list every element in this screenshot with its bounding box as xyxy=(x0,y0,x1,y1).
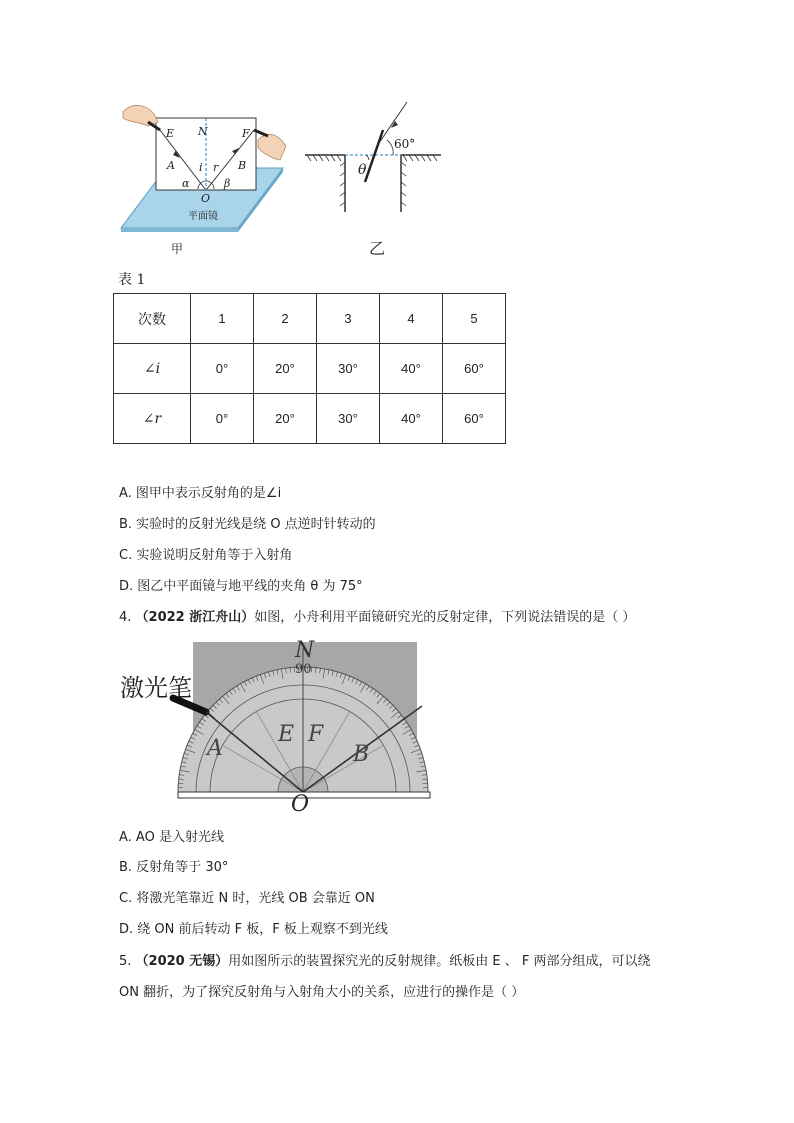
fig1-label-N: N xyxy=(198,125,208,138)
protractor-label-B: B xyxy=(353,742,370,767)
protractor-figure xyxy=(118,640,438,820)
table-cell: 20° xyxy=(254,394,317,444)
q3-option-c: C. 实验说明反射角等于入射角 xyxy=(119,548,293,563)
fig1-label-B: B xyxy=(238,159,247,172)
q3-option-a: A. 图甲中表示反射角的是∠i xyxy=(119,486,282,501)
protractor-label-N: N xyxy=(295,638,315,663)
protractor-scale-90: 90 xyxy=(295,662,312,677)
table-header-cell: 3 xyxy=(317,294,380,344)
table-cell: 20° xyxy=(254,344,317,394)
q5-number: 5. xyxy=(119,954,132,969)
q5-question-line1 xyxy=(119,952,651,972)
fig1-label-beta: β xyxy=(224,177,231,190)
q5-source: （2020 无锡） xyxy=(135,954,229,969)
table-header-cell: 次数 xyxy=(114,294,191,344)
q4-option-c: C. 将激光笔靠近 N 时，光线 OB 会靠近 ON xyxy=(119,891,375,906)
q4-number: 4. xyxy=(119,610,132,625)
q4-option-a: A. AO 是入射光线 xyxy=(119,830,224,845)
fig2-caption: 乙 xyxy=(369,239,386,258)
table-caption: 表 1 xyxy=(118,272,146,288)
fig1-label-O: O xyxy=(201,192,211,205)
fig1-label-mirror: 平面镜 xyxy=(188,211,218,222)
table-cell: 30° xyxy=(317,394,380,444)
fig1-label-A: A xyxy=(167,159,175,172)
q3-option-d: D. 图乙中平面镜与地平线的夹角 θ 为 75° xyxy=(119,579,363,594)
table-cell: 0° xyxy=(191,344,254,394)
fig2-theta: θ xyxy=(358,162,367,178)
fig1-label-E: E xyxy=(166,127,175,140)
fig1-caption: 甲 xyxy=(171,242,184,256)
fig1-label-F: F xyxy=(242,127,250,140)
table-header-cell: 2 xyxy=(254,294,317,344)
table-row xyxy=(114,394,506,444)
protractor-label-F: F xyxy=(308,722,324,747)
fig1-label-alpha: α xyxy=(182,177,190,190)
q4-question xyxy=(119,608,635,628)
fig1-label-i: i xyxy=(199,161,203,174)
protractor-label-A: A xyxy=(207,736,223,761)
data-table xyxy=(113,293,506,444)
figure-jia xyxy=(118,100,293,235)
figure-yi xyxy=(303,100,443,218)
q4-option-d: D. 绕 ON 前后转动 F 板，F 板上观察不到光线 xyxy=(119,922,388,937)
table-cell: 0° xyxy=(191,394,254,444)
table-cell: 60° xyxy=(443,344,506,394)
table-cell: 40° xyxy=(380,344,443,394)
table-cell: 60° xyxy=(443,394,506,444)
table-header-cell: 1 xyxy=(191,294,254,344)
fig1-label-r: r xyxy=(213,161,219,174)
q5-line1: 用如图所示的装置探究光的反射规律。纸板由 E 、 F 两部分组成，可以绕 xyxy=(228,954,651,969)
q4-source: （2022 浙江舟山） xyxy=(135,610,255,625)
protractor-label-E: E xyxy=(278,722,295,747)
table-row-label: ∠r xyxy=(114,394,191,444)
q5-question-line2: ON 翻折，为了探究反射角与入射角大小的关系，应进行的操作是（ ） xyxy=(119,985,525,1000)
pen-label: 激光笔 xyxy=(120,674,192,702)
fig2-angle-60: 60° xyxy=(394,137,416,151)
table-cell: 30° xyxy=(317,344,380,394)
table-row xyxy=(114,344,506,394)
q4-text: 如图，小舟利用平面镜研究光的反射定律，下列说法错误的是（ ） xyxy=(254,610,636,625)
table-header-cell: 4 xyxy=(380,294,443,344)
table-cell: 40° xyxy=(380,394,443,444)
table-row-label: ∠i xyxy=(114,344,191,394)
table-header-cell: 5 xyxy=(443,294,506,344)
q4-option-b: B. 反射角等于 30° xyxy=(119,860,229,875)
table-row xyxy=(114,294,506,344)
figure-yi-drawing xyxy=(303,100,443,218)
q3-option-b: B. 实验时的反射光线是绕 O 点逆时针转动的 xyxy=(119,517,376,532)
protractor-label-O: O xyxy=(291,792,310,817)
